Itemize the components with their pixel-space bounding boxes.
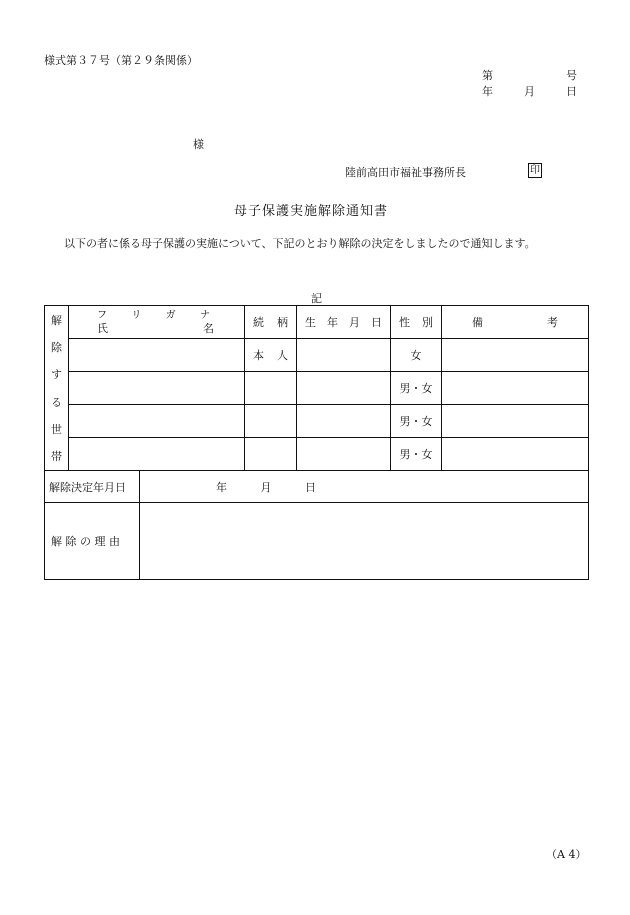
side-char: 解 [51, 314, 62, 328]
birthdate-cell[interactable] [297, 405, 391, 438]
remarks-cell[interactable] [442, 372, 589, 405]
paper-size-label: （A 4） [546, 848, 587, 861]
sex-cell[interactable]: 男・女 [391, 405, 442, 438]
reason-row [45, 503, 589, 580]
decision-date-field[interactable]: 年 月 日 [140, 471, 589, 503]
table-row [45, 339, 589, 372]
relation-cell[interactable] [245, 372, 297, 405]
name-cell[interactable] [69, 405, 245, 438]
remarks-cell[interactable] [442, 438, 589, 471]
relation-cell[interactable] [245, 438, 297, 471]
table-row [45, 372, 589, 405]
table-row [45, 405, 589, 438]
reason-label: 解 除 の 理 由 [45, 503, 140, 580]
remarks-header: 備 考 [442, 306, 589, 339]
side-char: 帯 [51, 449, 62, 463]
name-cell[interactable] [69, 372, 245, 405]
table-row [45, 438, 589, 471]
side-char: 除 [51, 341, 62, 355]
birthdate-cell[interactable] [297, 438, 391, 471]
side-char: す [51, 368, 62, 382]
body-text: 以下の者に係る母子保護の実施について、下記のとおり解除の決定をしましたので通知します。 [64, 237, 536, 250]
side-label-cell [45, 306, 69, 471]
name-label: 氏 名 [97, 321, 214, 335]
ki-label: 記 [311, 292, 322, 305]
remarks-cell[interactable] [442, 339, 589, 372]
remarks-cell[interactable] [442, 405, 589, 438]
birthdate-header: 生 年 月 日 [297, 306, 391, 339]
name-cell[interactable] [69, 438, 245, 471]
form-number: 様式第３７号（第２９条関係） [44, 54, 198, 67]
sex-header: 性 別 [391, 306, 442, 339]
side-char: る [51, 395, 62, 409]
issue-date-month: 月 [524, 85, 535, 98]
birthdate-cell[interactable] [297, 372, 391, 405]
household-table [44, 305, 589, 580]
issue-date-year: 年 [482, 85, 493, 98]
relation-header: 続 柄 [245, 306, 297, 339]
doc-number-prefix: 第 [482, 69, 493, 82]
seal-text: 印 [530, 165, 540, 176]
decision-date-row [45, 471, 589, 503]
issuer-name: 陸前高田市福祉事務所長 [345, 166, 466, 179]
birthdate-cell[interactable] [297, 339, 391, 372]
seal-mark [528, 163, 542, 178]
issue-date-day: 日 [566, 85, 577, 98]
sex-cell[interactable]: 女 [391, 339, 442, 372]
header-row [45, 306, 589, 339]
decision-date-label: 解除決定年月日 [45, 471, 140, 503]
side-char: 世 [51, 422, 62, 436]
addressee-suffix: 様 [193, 138, 204, 151]
sex-cell[interactable]: 男・女 [391, 438, 442, 471]
name-cell[interactable] [69, 339, 245, 372]
document-title: 母子保護実施解除通知書 [234, 204, 389, 219]
relation-cell[interactable]: 本 人 [245, 339, 297, 372]
furigana-label: フ リ ガ ナ [97, 309, 210, 321]
sex-cell[interactable]: 男・女 [391, 372, 442, 405]
reason-field[interactable] [140, 503, 589, 580]
name-header [69, 306, 245, 339]
doc-number-suffix: 号 [566, 69, 577, 82]
relation-cell[interactable] [245, 405, 297, 438]
